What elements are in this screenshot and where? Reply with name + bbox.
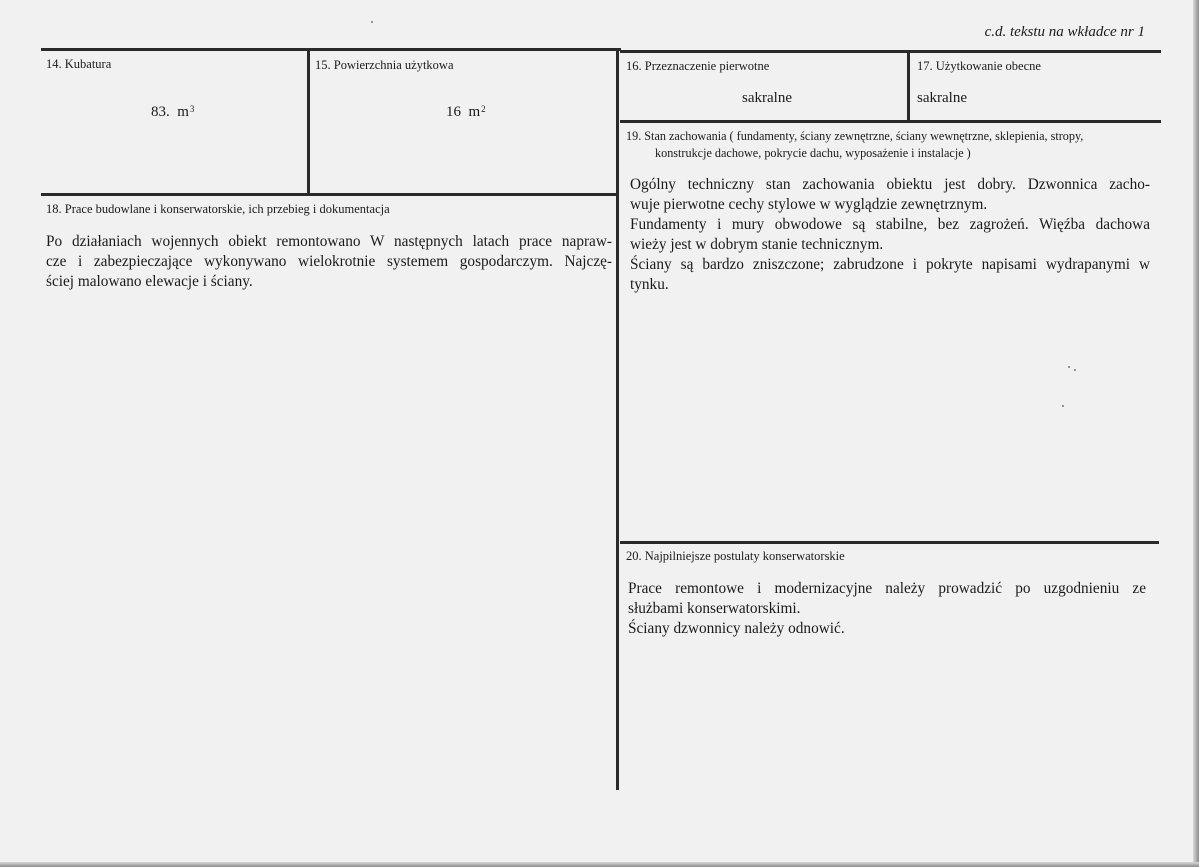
postulaty-line: służbami konserwatorskimi. (628, 600, 801, 617)
stan-line: Fundamenty i mury obwodowe są stabilne, bez zagrożeń. Więźba dachowa (630, 216, 1150, 233)
uzytkowanie-label: 17. Użytkowanie obecne (917, 59, 1041, 73)
powierzchnia-number: 16 (446, 104, 461, 120)
prace-line: Po działaniach wojennych obiekt remontowano W następnych latach prace napraw- (46, 233, 612, 250)
rule-above-18 (41, 193, 619, 196)
prace-text (46, 232, 612, 292)
stan-line: wieży jest w dobrym stanie technicznym. (630, 236, 884, 253)
scan-speck (1074, 369, 1076, 371)
postulaty-line: Ściany dzwonnicy należy odnowić. (628, 620, 845, 637)
rule-above-20 (620, 541, 1159, 544)
form-top-rule-right (620, 50, 1161, 53)
prace-line: ściej malowano elewacje i ściany. (46, 273, 253, 290)
kubatura-unit: m (177, 104, 189, 120)
stan-line: tynku. (630, 276, 669, 293)
stan-line: Ogólny techniczny stan zachowania obiektu jest dobry. Dzwonnica zacho- (630, 176, 1150, 193)
uzytkowanie-value: sakralne (917, 90, 967, 106)
kubatura-unit-exponent: 3 (189, 104, 195, 114)
przeznaczenie-value: sakralne (742, 90, 792, 106)
form-top-rule-left (41, 48, 621, 51)
scan-speck (1062, 405, 1064, 407)
kubatura-number: 83. (151, 104, 170, 120)
powierzchnia-unit: m (468, 104, 481, 120)
divider-16-17 (907, 51, 910, 121)
stan-label-line2: konstrukcje dachowe, pokrycie dachu, wyposażenie i instalacje ) (655, 146, 971, 160)
powierzchnia-value (446, 103, 486, 121)
scan-edge-bottom (0, 862, 1199, 867)
scan-speck (371, 21, 373, 23)
kubatura-label: 14. Kubatura (46, 57, 112, 71)
stan-label-line1: 19. Stan zachowania ( fundamenty, ściany zewnętrzne, ściany wewnętrzne, sklepienia, stropy, (626, 129, 1084, 143)
stan-text (630, 175, 1150, 295)
divider-14-15 (307, 49, 310, 194)
powierzchnia-label: 15. Powierzchnia użytkowa (315, 58, 454, 72)
prace-line: cze i zabezpieczające wykonywano wielokrotnie systemem gospodarczym. Najczę- (46, 253, 612, 270)
scan-edge-right (1193, 0, 1199, 867)
postulaty-line: Prace remontowe i modernizacyjne należy prowadzić po uzgodnieniu ze (628, 580, 1146, 597)
scan-speck (1068, 366, 1070, 368)
continuation-note: c.d. tekstu na wkładce nr 1 (984, 24, 1145, 40)
divider-center (616, 49, 619, 790)
powierzchnia-unit-exponent: 2 (481, 104, 486, 114)
postulaty-text (628, 579, 1146, 639)
rule-above-19 (620, 120, 1161, 123)
stan-line: wuje pierwotne cechy stylowe w wyglądzie zewnętrznym. (630, 196, 988, 213)
stan-line: Ściany są bardzo zniszczone; zabrudzone i pokryte napisami wydrapanymi w (630, 256, 1150, 273)
postulaty-label: 20. Najpilniejsze postulaty konserwatorskie (626, 549, 845, 563)
przeznaczenie-label: 16. Przeznaczenie pierwotne (626, 59, 770, 73)
kubatura-value (151, 103, 194, 121)
prace-label: 18. Prace budowlane i konserwatorskie, ich przebieg i dokumentacja (46, 202, 390, 216)
